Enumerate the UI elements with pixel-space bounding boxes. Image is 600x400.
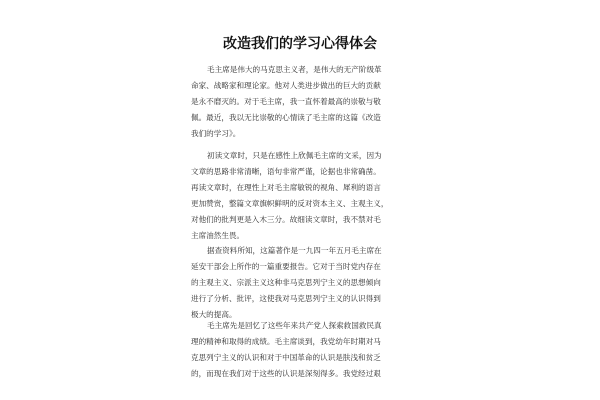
- paragraph-line: 是永不磨灭的。对于毛主席，我一直怀着最高的崇敬与敬: [191, 97, 381, 106]
- paragraph-line: 进行了分析、批评，这使我对马克思列宁主义的认识得到: [191, 294, 381, 303]
- paragraph-3: [191, 243, 413, 323]
- paragraph-line: 命家、战略家和理论家。他对人类进步做出的巨大的贡献: [191, 81, 381, 90]
- paragraph-1: [191, 62, 413, 142]
- paragraph-4: [191, 318, 413, 382]
- paragraph-line: 主席油然生畏。: [191, 231, 245, 240]
- paragraph-line: 的，而现在我们对于这些的认识是深刻得多。我党经过艰: [191, 369, 381, 378]
- paragraph-line: 据查资料所知，这篇著作是一九四一年五月毛主席在: [207, 246, 382, 255]
- document-title: 改造我们的学习心得体会: [223, 36, 377, 52]
- paragraph-line: 我们的学习》。: [191, 129, 241, 138]
- paragraph-line: 对他们的批判更是入木三分。故细读文章时，我不禁对毛: [191, 215, 381, 224]
- paragraph-line: 佩。最近，我以无比崇敬的心情读了毛主席的这篇《改造: [191, 113, 381, 122]
- paragraph-line: 初读文章时，只是在感性上欣佩毛主席的文采，因为: [207, 151, 382, 160]
- paragraph-2: [191, 148, 413, 244]
- paragraph-line: 毛主席是伟大的马克思主义者，是伟大的无产阶级革: [207, 65, 382, 74]
- paragraph-line: 的主观主义、宗派主义这种非马克思列宁主义的思想倾向: [191, 278, 381, 287]
- paragraph-line: 理的精神和取得的成绩。毛主席谈到，我党幼年时期对马: [191, 337, 381, 346]
- paragraph-line: 克思列宁主义的认识和对于中国革命的认识是肤浅和贫乏: [191, 353, 381, 362]
- paragraph-line: 延安干部会上所作的一篇重要报告。它对于当时党内存在: [191, 262, 381, 271]
- paragraph-line: 更加赞赏，整篇文章旗帜鲜明的反对资本主义、主观主义，: [191, 199, 389, 208]
- paragraph-line: 毛主席先是回忆了这些年来共产党人探索救国救民真: [207, 321, 382, 330]
- paragraph-line: 文章的思路非常清晰，语句非常严谨，论据也非常确凿。: [191, 167, 381, 176]
- paragraph-line: 再读文章时，在理性上对毛主席敏锐的视角、犀利的语言: [191, 183, 381, 192]
- paragraph-line: 极大的提高。: [191, 310, 237, 319]
